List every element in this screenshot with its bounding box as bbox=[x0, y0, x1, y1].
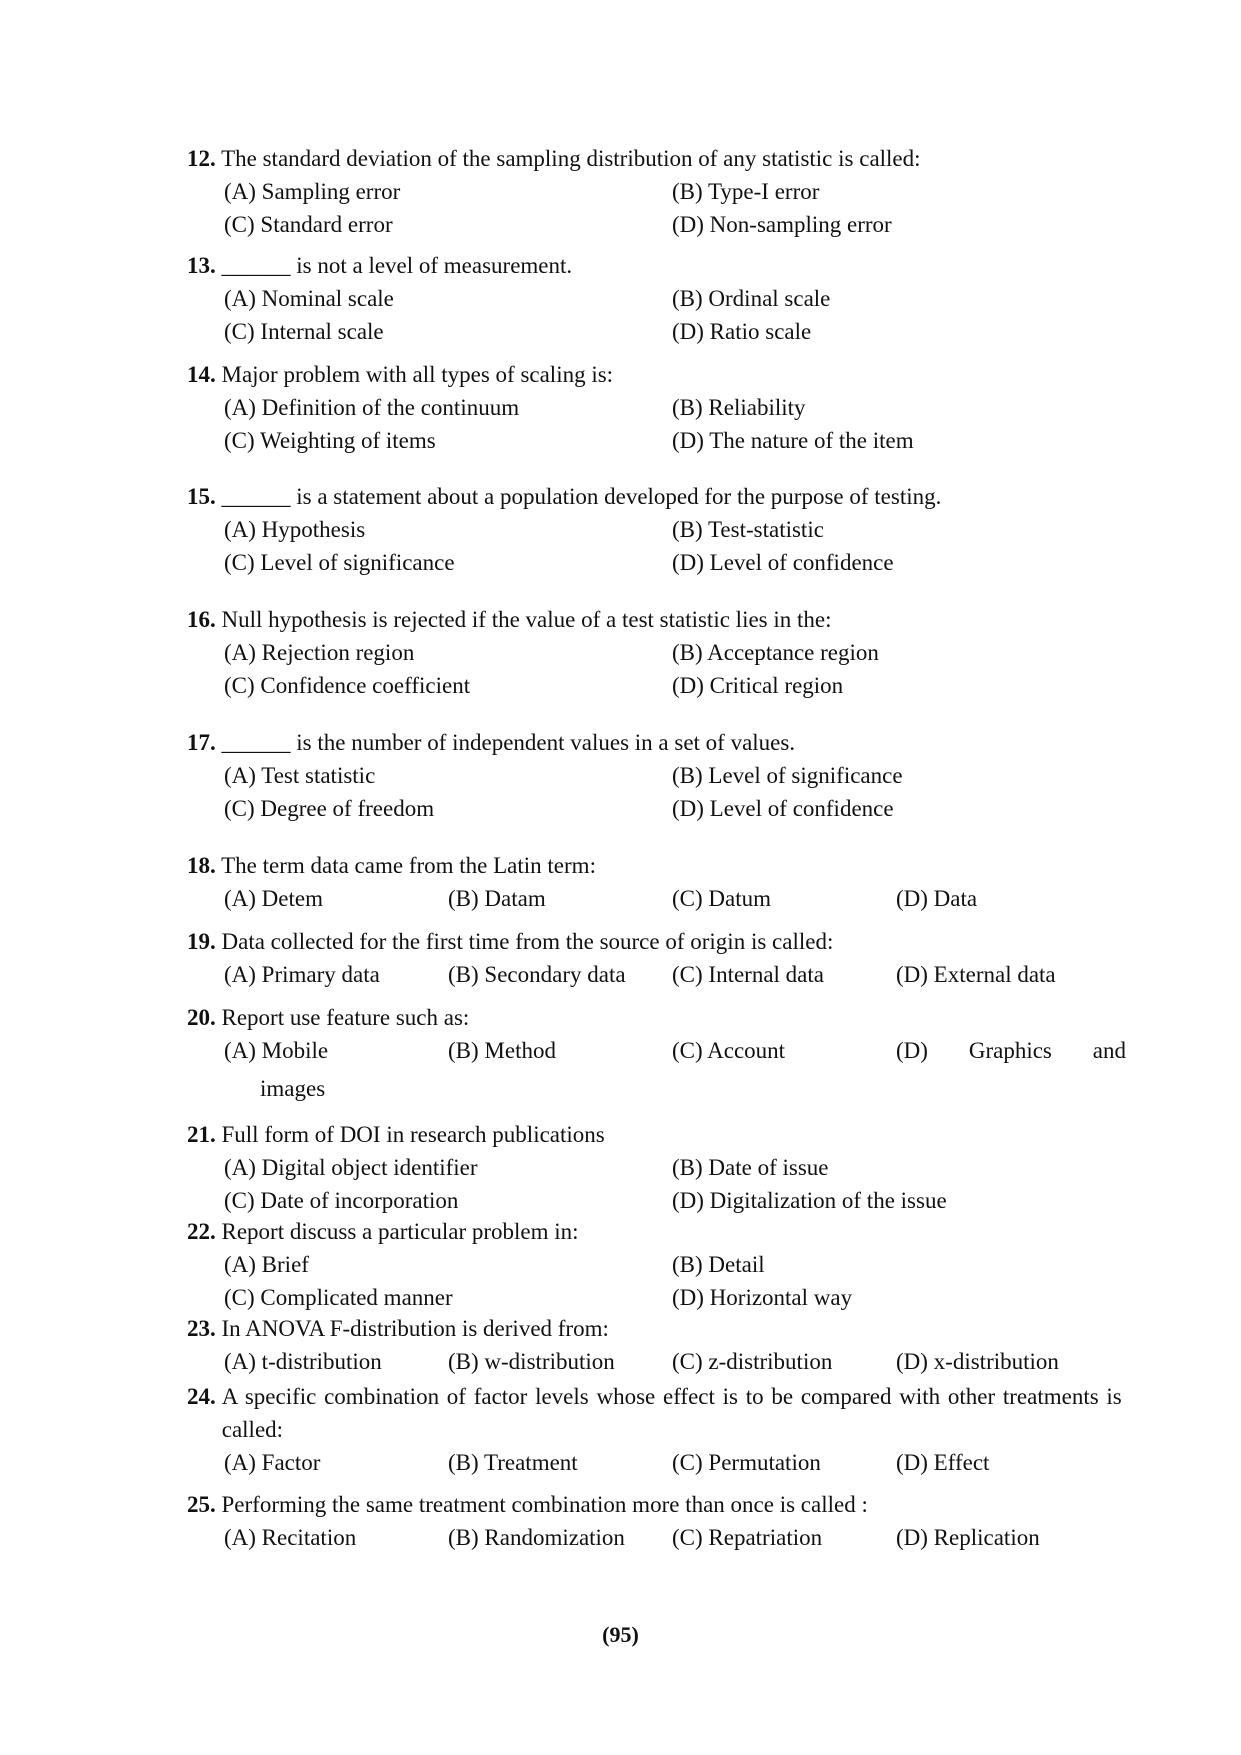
option-c: (C) z-distribution bbox=[672, 1349, 833, 1374]
option-a: (A) Hypothesis bbox=[224, 517, 366, 542]
option-a: (A) t-distribution bbox=[224, 1349, 382, 1374]
question-number: 17. bbox=[187, 730, 216, 755]
option-d: (D) Horizontal way bbox=[672, 1285, 853, 1310]
question-23 bbox=[187, 1312, 1127, 1380]
options bbox=[224, 513, 1127, 579]
option-d: (D) Effect bbox=[896, 1450, 990, 1475]
question-number: 16. bbox=[187, 607, 216, 632]
option-a: (A) Definition of the continuum bbox=[224, 395, 520, 420]
question-21 bbox=[187, 1118, 1127, 1215]
option-c: (C) Datum bbox=[672, 886, 772, 911]
option-c: (C) Level of significance bbox=[224, 550, 455, 575]
question-number: 13. bbox=[187, 253, 216, 278]
option-b: (B) Test-statistic bbox=[672, 517, 824, 542]
question-number: 18. bbox=[187, 853, 216, 878]
option-b: (B) Level of significance bbox=[672, 763, 903, 788]
question-text: ______ is the number of independent values in a set of values. bbox=[221, 730, 796, 755]
options bbox=[224, 1151, 1127, 1217]
option-c: (C) Account bbox=[672, 1038, 786, 1063]
question-text: Null hypothesis is rejected if the value of a test statistic lies in the: bbox=[221, 607, 832, 632]
question-24 bbox=[187, 1380, 1127, 1488]
question-number: 19. bbox=[187, 929, 216, 954]
question-22 bbox=[187, 1215, 1127, 1312]
question-18 bbox=[187, 849, 1127, 925]
option-a: (A) Primary data bbox=[224, 962, 380, 987]
question-number: 22. bbox=[187, 1219, 216, 1244]
page-number: (95) bbox=[602, 1622, 639, 1647]
options bbox=[224, 1034, 1127, 1111]
option-b: (B) Type-I error bbox=[672, 179, 820, 204]
options bbox=[224, 1521, 1127, 1554]
option-d: (D) Ratio scale bbox=[672, 319, 812, 344]
question-text: The standard deviation of the sampling distribution of any statistic is called: bbox=[221, 146, 921, 171]
option-b: (B) Date of issue bbox=[672, 1155, 829, 1180]
option-a: (A) Nominal scale bbox=[224, 286, 394, 311]
option-d-word-1: Graphics bbox=[968, 1038, 1052, 1063]
option-c: (C) Repatriation bbox=[672, 1525, 823, 1550]
option-d: (D) Digitalization of the issue bbox=[672, 1188, 947, 1213]
question-number: 20. bbox=[187, 1005, 216, 1030]
option-c: (C) Confidence coefficient bbox=[224, 673, 471, 698]
question-12 bbox=[187, 142, 1127, 249]
question-number: 21. bbox=[187, 1122, 216, 1147]
option-d-word-2: and bbox=[1092, 1038, 1126, 1063]
option-d-continuation: images bbox=[260, 1076, 326, 1101]
option-a: (A) Recitation bbox=[224, 1525, 357, 1550]
question-text: Report use feature such as: bbox=[221, 1005, 470, 1030]
option-a: (A) Mobile bbox=[224, 1038, 329, 1063]
option-b: (B) Detail bbox=[672, 1252, 765, 1277]
option-a: (A) Rejection region bbox=[224, 640, 415, 665]
question-text: A specific combination of factor levels whose effect is to be compared with other treatments is called: bbox=[221, 1384, 1122, 1442]
option-c: (C) Weighting of items bbox=[224, 428, 436, 453]
question-number: 14. bbox=[187, 362, 216, 387]
options bbox=[224, 882, 1127, 915]
question-text: In ANOVA F-distribution is derived from: bbox=[221, 1316, 609, 1341]
option-c: (C) Internal scale bbox=[224, 319, 384, 344]
options bbox=[224, 1248, 1127, 1314]
option-c: (C) Date of incorporation bbox=[224, 1188, 459, 1213]
option-b: (B) Secondary data bbox=[448, 962, 626, 987]
question-17 bbox=[187, 726, 1127, 849]
option-d bbox=[896, 1034, 1126, 1067]
question-19 bbox=[187, 925, 1127, 1001]
question-number: 25. bbox=[187, 1492, 216, 1517]
question-16 bbox=[187, 603, 1127, 726]
options bbox=[224, 759, 1127, 825]
option-d: (D) x-distribution bbox=[896, 1349, 1059, 1374]
option-d: (D) The nature of the item bbox=[672, 428, 914, 453]
option-d: (D) Level of confidence bbox=[672, 796, 894, 821]
option-b: (B) Method bbox=[448, 1038, 556, 1063]
option-a: (A) Factor bbox=[224, 1450, 321, 1475]
option-d: (D) External data bbox=[896, 962, 1056, 987]
option-b: (B) Treatment bbox=[448, 1450, 578, 1475]
option-b: (B) Ordinal scale bbox=[672, 286, 831, 311]
question-text: Report discuss a particular problem in: bbox=[221, 1219, 579, 1244]
option-a: (A) Detem bbox=[224, 886, 323, 911]
question-number: 24. bbox=[187, 1384, 216, 1409]
option-d: (D) Critical region bbox=[672, 673, 844, 698]
options bbox=[224, 636, 1127, 702]
option-d-label: (D) bbox=[896, 1038, 928, 1063]
options bbox=[224, 282, 1127, 348]
options bbox=[224, 958, 1127, 991]
question-13 bbox=[187, 249, 1127, 358]
question-14 bbox=[187, 358, 1127, 480]
option-b: (B) Acceptance region bbox=[672, 640, 879, 665]
option-d: (D) Level of confidence bbox=[672, 550, 894, 575]
question-text: Major problem with all types of scaling is: bbox=[221, 362, 614, 387]
question-number: 23. bbox=[187, 1316, 216, 1341]
question-text: Performing the same treatment combination more than once is called : bbox=[221, 1492, 868, 1517]
option-d: (D) Replication bbox=[896, 1525, 1040, 1550]
question-page bbox=[187, 142, 1127, 1556]
question-15 bbox=[187, 480, 1127, 603]
option-b: (B) Randomization bbox=[448, 1525, 625, 1550]
question-20 bbox=[187, 1001, 1127, 1118]
question-number: 15. bbox=[187, 484, 216, 509]
option-c: (C) Internal data bbox=[672, 962, 824, 987]
question-number: 12. bbox=[187, 146, 216, 171]
question-25 bbox=[187, 1488, 1127, 1556]
option-d: (D) Data bbox=[896, 886, 978, 911]
option-b: (B) Reliability bbox=[672, 395, 806, 420]
question-text: The term data came from the Latin term: bbox=[221, 853, 596, 878]
option-c: (C) Degree of freedom bbox=[224, 796, 435, 821]
question-text: ______ is a statement about a population developed for the purpose of testing. bbox=[221, 484, 942, 509]
option-b: (B) Datam bbox=[448, 886, 546, 911]
question-text: Full form of DOI in research publications bbox=[221, 1122, 605, 1147]
option-c: (C) Permutation bbox=[672, 1450, 821, 1475]
options bbox=[224, 175, 1127, 241]
options bbox=[224, 1345, 1127, 1378]
option-a: (A) Digital object identifier bbox=[224, 1155, 478, 1180]
option-c: (C) Standard error bbox=[224, 212, 393, 237]
question-text: ______ is not a level of measurement. bbox=[221, 253, 573, 278]
option-d: (D) Non-sampling error bbox=[672, 212, 892, 237]
option-a: (A) Brief bbox=[224, 1252, 309, 1277]
options bbox=[224, 1446, 1127, 1479]
options bbox=[224, 391, 1127, 457]
option-a: (A) Test statistic bbox=[224, 763, 376, 788]
option-a: (A) Sampling error bbox=[224, 179, 401, 204]
option-c: (C) Complicated manner bbox=[224, 1285, 453, 1310]
option-b: (B) w-distribution bbox=[448, 1349, 615, 1374]
question-text: Data collected for the first time from the source of origin is called: bbox=[221, 929, 834, 954]
